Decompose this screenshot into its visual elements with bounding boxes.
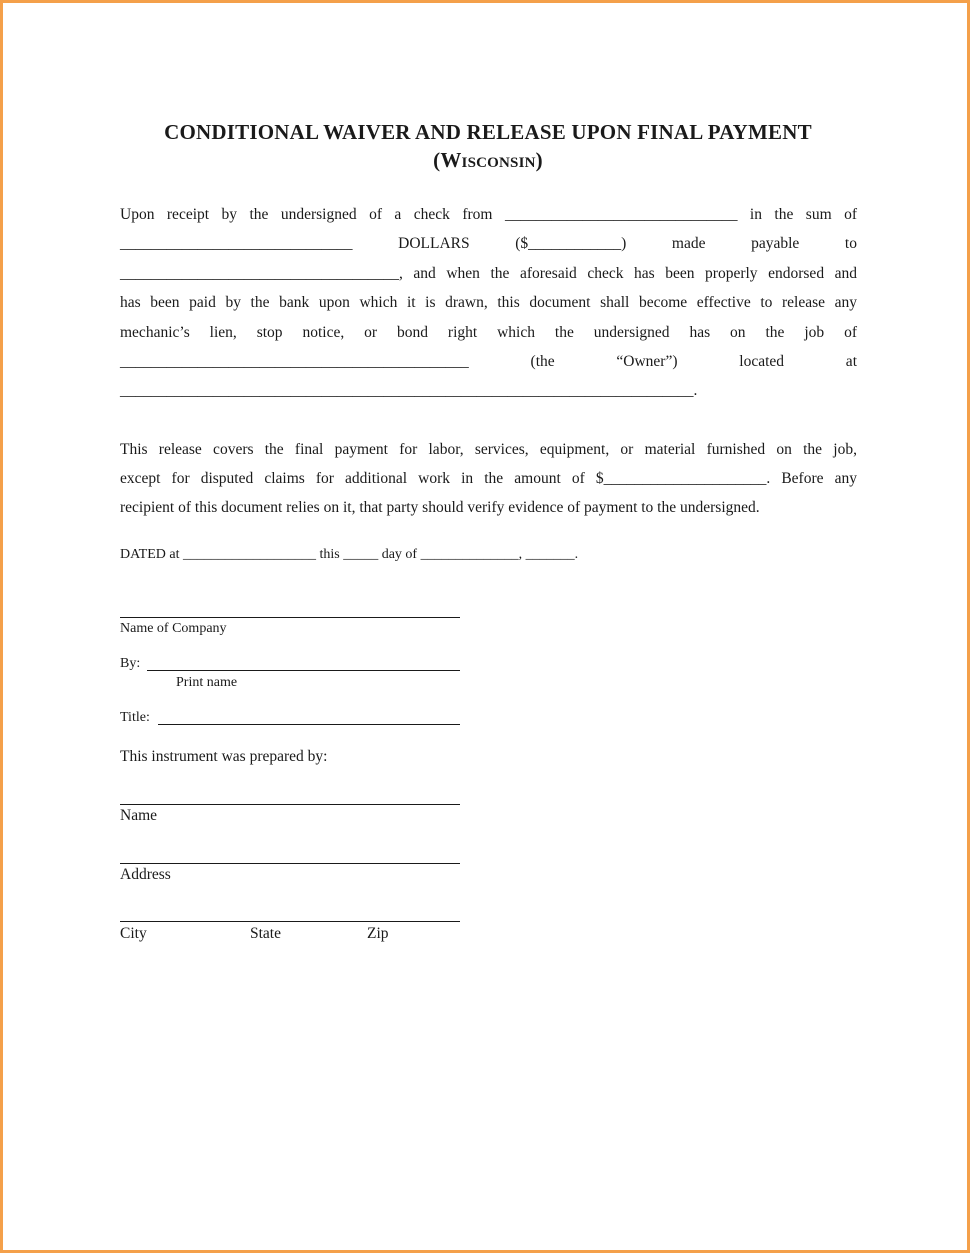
title-signature-rule [158,724,460,725]
paragraph1-line3: ____________________________________, and when the aforesaid check has been properly endorsed and [120,265,857,282]
preparer-name-label: Name [120,807,158,824]
preparer-address-label: Address [120,866,171,883]
preparer-city-state-zip-rule [120,921,460,922]
preparer-address-rule [120,863,460,864]
paragraph2-line1: This release covers the final payment for labor, services, equipment, or material furnished on the job, [120,441,857,458]
preparer-name-rule [120,804,460,805]
preparer-zip-label: Zip [367,925,389,942]
subtitle-open-paren: ( [433,148,441,172]
preparer-city-label: City [120,925,147,942]
paragraph1-line6: _____________________________________________ (the “Owner”) located at [120,353,857,370]
paragraph1-line5: mechanic’s lien, stop notice, or bond right which the undersigned has on the job of [120,324,857,341]
paragraph1-line2: ______________________________ DOLLARS ($____________) made payable to [120,235,857,252]
paragraph2-line2: except for disputed claims for additional work in the amount of $_____________________. Before any [120,470,857,487]
by-label: By: [120,656,141,671]
company-signature-rule [120,617,460,618]
subtitle-rest: ISCONSIN [461,155,536,171]
paragraph1-line1: Upon receipt by the undersigned of a check from ______________________________ in the sum of [120,206,857,223]
document-title: CONDITIONAL WAIVER AND RELEASE UPON FINAL PAYMENT [164,120,812,144]
dated-line: DATED at ___________________ this _____ day of ______________, _______. [120,547,579,562]
subtitle-close-paren: ) [535,148,543,172]
paragraph1-line4: has been paid by the bank upon which it is drawn, this document shall become effective to release any [120,294,857,311]
print-name-label: Print name [176,675,238,690]
paragraph1-line7: __________________________________________________________________________. [120,382,698,399]
preparer-state-label: State [250,925,281,942]
paragraph2-line3: recipient of this document relies on it, that party should verify evidence of payment to the undersigned. [120,499,760,516]
company-name-label: Name of Company [120,621,227,636]
title-label: Title: [120,710,150,725]
subtitle-initial: W [440,148,462,172]
document-subtitle [3,148,970,173]
by-signature-rule [147,670,460,671]
prepared-by-heading: This instrument was prepared by: [120,748,328,765]
